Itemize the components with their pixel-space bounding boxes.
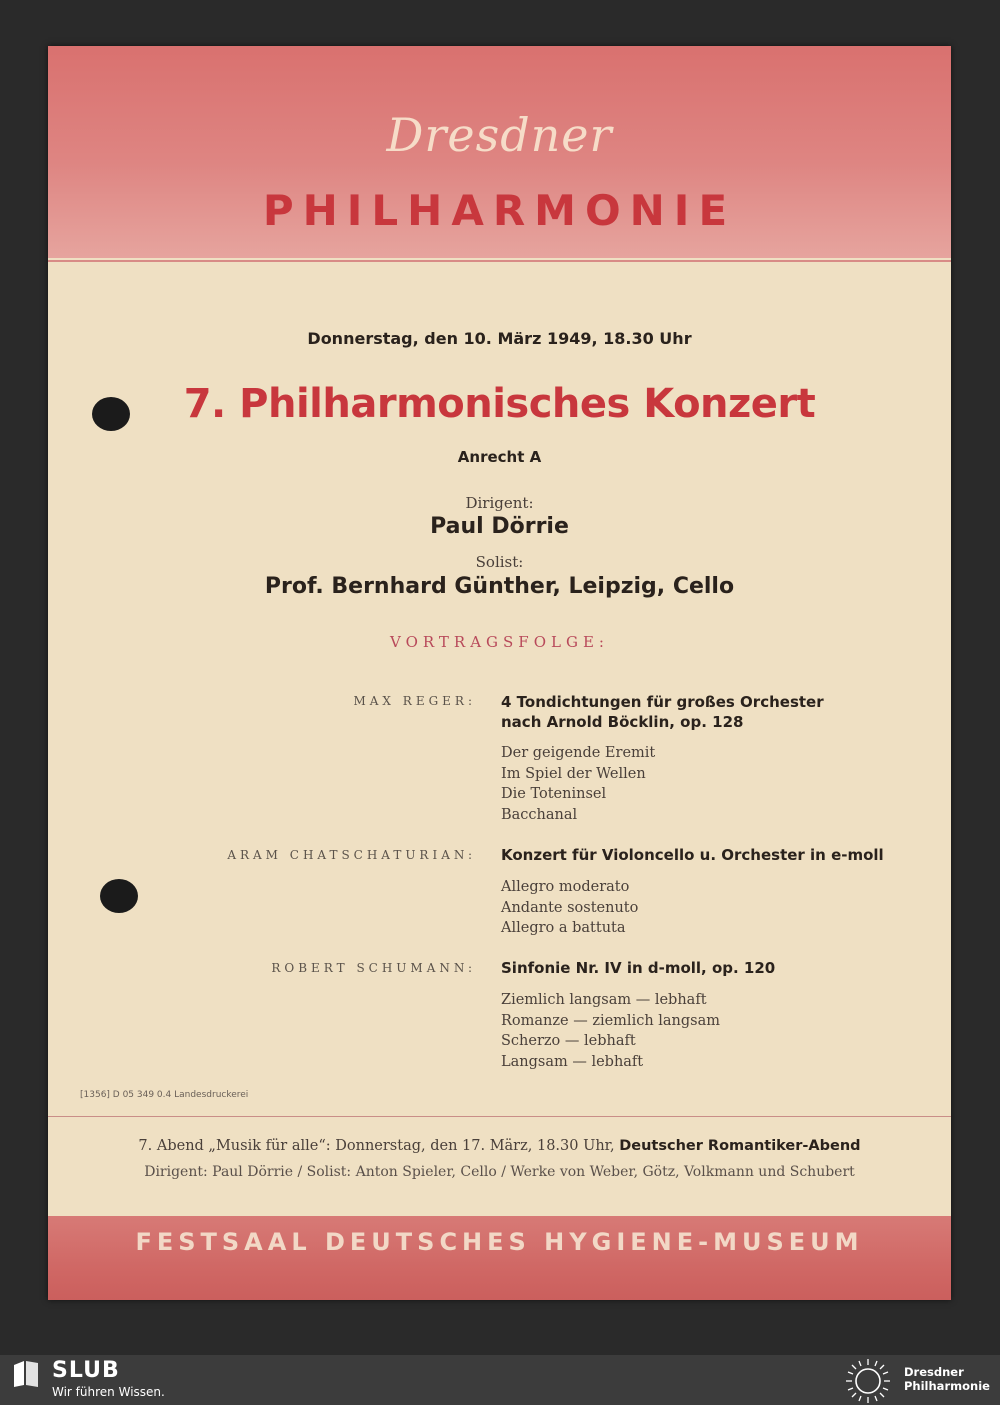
work-title [501,958,775,978]
soloist-label: Solist: [475,553,524,571]
subscription-label: Anrecht A [457,448,542,466]
brand-title: PHILHARMONIE [262,186,737,235]
movement: Allegro a battuta [501,920,626,936]
concert-poster [48,46,951,1300]
movement-list [501,743,655,825]
composer-name: MAX REGER: [353,694,476,708]
movement-list [501,990,720,1072]
movement-list [501,877,638,939]
poster-header [48,46,951,258]
movement: Bacchanal [501,806,578,823]
work-title-line: Konzert für Violoncello u. Orchester in e-moll [501,846,884,864]
movement: Ziemlich langsam — lebhaft [501,992,707,1008]
movement: Andante sostenuto [501,899,639,916]
printer-note: [1356] D 05 349 0.4 Landesdruckerei [80,1090,249,1100]
next-concert-details: Dirigent: Paul Dörrie / Solist: Anton Spieler, Cello / Werke von Weber, Götz, Volkmann und Schubert [144,1164,855,1180]
brand-script: Dresdner [386,108,613,162]
punch-hole [100,879,138,913]
next-concert-line [48,1138,951,1154]
composer-name: ARAM CHATSCHATURIAN: [227,848,476,862]
work-title [501,692,824,732]
next-concert-info: 7. Abend „Musik für alle“: Donnerstag, den 17. März, 18.30 Uhr, [138,1138,615,1154]
movement: Langsam — lebhaft [501,1053,644,1070]
composer-name: ROBERT SCHUMANN: [271,961,476,975]
header-divider [48,260,951,262]
slub-name[interactable]: SLUB [52,1358,120,1383]
partner-name-line: Philharmonie [904,1379,990,1393]
work-title-line: nach Arnold Böcklin, op. 128 [501,713,744,731]
concert-date: Donnerstag, den 10. März 1949, 18.30 Uhr [307,329,692,348]
slub-logo-icon[interactable] [12,1359,40,1389]
movement: Der geigende Eremit [501,745,656,761]
next-concert-title: Deutscher Romantiker-Abend [619,1138,861,1154]
conductor-label: Dirigent: [465,494,534,512]
philharmonie-logo-icon[interactable] [842,1357,894,1405]
work-title-line: Sinfonie Nr. IV in d-moll, op. 120 [501,959,776,977]
movement: Im Spiel der Wellen [501,765,646,782]
conductor-name: Paul Dörrie [430,514,569,539]
movement: Scherzo — lebhaft [501,1033,636,1049]
work-title-line: 4 Tondichtungen für großes Orchester [501,693,824,711]
work-title [501,845,884,865]
program-heading: VORTRAGSFOLGE: [390,633,609,651]
slub-tagline: Wir führen Wissen. [52,1385,165,1399]
partner-name-line: Dresdner [904,1365,964,1379]
concert-title: 7. Philharmonisches Konzert [183,381,816,427]
soloist-name: Prof. Bernhard Günther, Leipzig, Cello [264,574,735,599]
partner-name[interactable] [904,1365,990,1393]
poster-footer [48,1216,951,1300]
movement: Romanze — ziemlich langsam [501,1012,721,1029]
footer-divider [48,1116,951,1117]
viewer-bottom-bar [0,1355,1000,1405]
movement: Die Toteninsel [501,786,607,802]
venue-name: FESTSAAL DEUTSCHES HYGIENE-MUSEUM [135,1228,864,1256]
movement: Allegro moderato [501,879,630,895]
